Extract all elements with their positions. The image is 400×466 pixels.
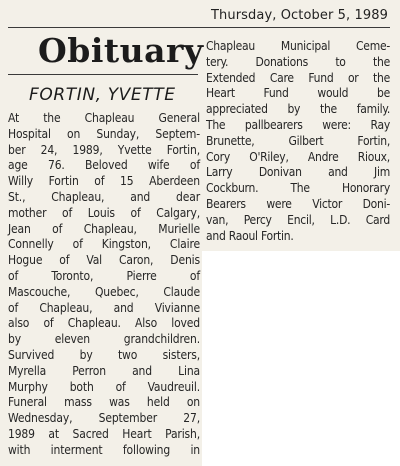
- text-line: 1989 at Sacred Heart Parish,: [8, 426, 200, 441]
- text-line: by eleven grandchildren.: [8, 332, 200, 347]
- text-line: Connelly of Kingston, Claire: [8, 237, 200, 252]
- text-line: Extended Care Fund or the: [206, 70, 390, 85]
- text-line: mother of Louis of Calgary,: [8, 205, 200, 220]
- text-line: Hospital on Sunday, Septem-: [8, 126, 200, 141]
- text-line: Jean of Chapleau, Murielle: [8, 221, 200, 236]
- text-line: ber 24, 1989, Yvette Fortin,: [8, 142, 200, 157]
- text-line: Bearers were Victor Doni-: [206, 196, 390, 211]
- text-line: The pallbearers were: Ray: [206, 117, 390, 132]
- text-line: Cockburn. The Honorary: [206, 181, 390, 196]
- text-line: Mascouche, Quebec, Claude: [8, 284, 200, 299]
- text-line: At the Chapleau General: [8, 111, 200, 125]
- text-line: also of Chapleau. Also loved: [8, 316, 200, 331]
- publication-date: Thursday, October 5, 1989: [211, 8, 388, 23]
- text-line: Wednesday, September 27,: [8, 411, 200, 426]
- text-line: Funeral mass was held on: [8, 395, 200, 410]
- text-line: of Toronto, Pierre of: [8, 268, 200, 283]
- heading-divider: [8, 74, 198, 75]
- text-line: Cory O'Riley, Andre Rioux,: [206, 149, 390, 164]
- text-line: with interment following in: [8, 442, 200, 457]
- date-header: [8, 6, 390, 28]
- text-line: appreciated by the family.: [206, 102, 390, 117]
- text-line: Myrella Perron and Lina: [8, 363, 200, 378]
- blank-area: [202, 251, 400, 466]
- text-line: Willy Fortin of 15 Aberdeen: [8, 174, 200, 189]
- text-line: Heart Fund would be: [206, 86, 390, 101]
- text-line: Chapleau Municipal Ceme-: [206, 39, 390, 53]
- obituary-heading: Obituary: [38, 31, 204, 70]
- text-line: Murphy both of Vaudreuil.: [8, 379, 200, 394]
- text-line: tery. Donations to the: [206, 54, 390, 69]
- text-line: Brunette, Gilbert Fortin,: [206, 133, 390, 148]
- deceased-name: FORTIN, YVETTE: [29, 85, 176, 105]
- text-line: St., Chapleau, and dear: [8, 189, 200, 204]
- text-line: Hogue of Val Caron, Denis: [8, 253, 200, 268]
- text-line: of Chapleau, and Vivianne: [8, 300, 200, 315]
- left-column: [8, 111, 200, 459]
- text-line: age 76. Beloved wife of: [8, 158, 200, 173]
- text-line: Survived by two sisters,: [8, 347, 200, 362]
- right-column: [206, 39, 390, 244]
- text-line: van, Percy Encil, L.D. Card: [206, 212, 390, 227]
- text-line: and Raoul Fortin.: [206, 228, 294, 243]
- text-line: Larry Donivan and Jim: [206, 165, 390, 180]
